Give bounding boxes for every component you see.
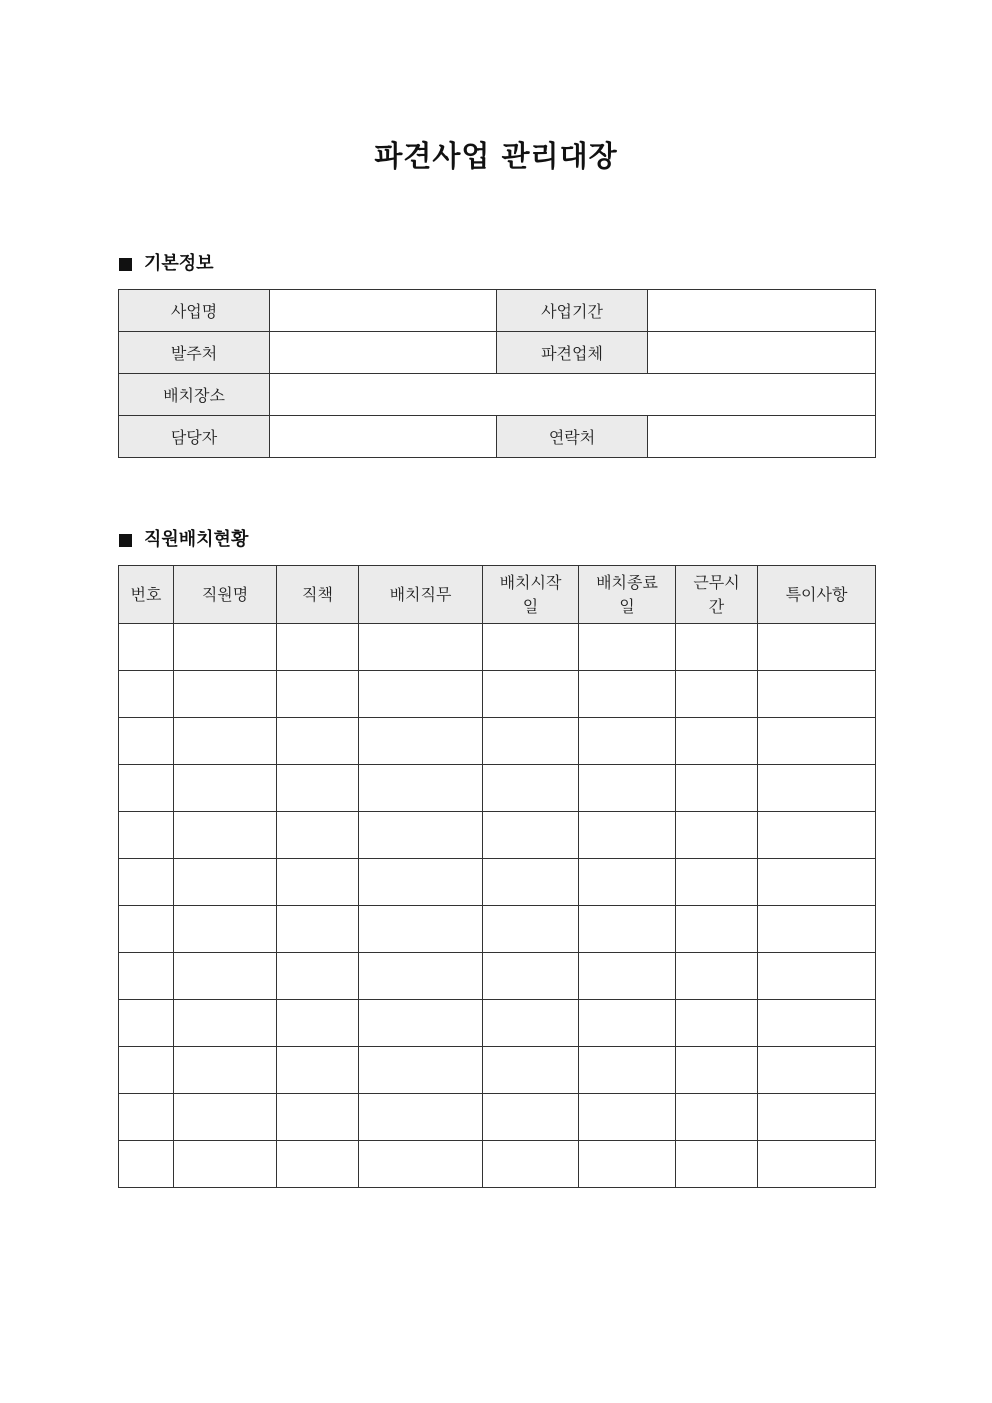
col-number-cell[interactable] xyxy=(119,671,174,718)
field-contact[interactable] xyxy=(648,416,876,458)
col-number-cell[interactable] xyxy=(119,812,174,859)
col-employee-name-cell[interactable] xyxy=(174,1141,277,1188)
basic-info-heading-text: 기본정보 xyxy=(144,253,214,274)
col-assigned-duty-header-line1: 배치직무 xyxy=(389,584,452,604)
col-employee-name-cell[interactable] xyxy=(174,1000,277,1047)
col-start-date-cell[interactable] xyxy=(483,1094,579,1141)
col-start-date-cell[interactable] xyxy=(483,859,579,906)
col-work-hours-cell[interactable] xyxy=(676,765,758,812)
col-start-date-cell[interactable] xyxy=(483,624,579,671)
col-number-cell[interactable] xyxy=(119,859,174,906)
col-end-date-cell[interactable] xyxy=(579,1000,676,1047)
col-employee-name-cell[interactable] xyxy=(174,765,277,812)
square-bullet-icon xyxy=(119,258,132,271)
col-end-date-header-line1: 배치종료 xyxy=(596,572,658,592)
col-work-hours-cell[interactable] xyxy=(676,906,758,953)
field-client[interactable] xyxy=(270,332,497,374)
label-project-period: 사업기간 xyxy=(497,290,648,332)
col-remarks-cell[interactable] xyxy=(758,765,876,812)
field-project-name[interactable] xyxy=(270,290,497,332)
field-manager[interactable] xyxy=(270,416,497,458)
col-employee-name-cell[interactable] xyxy=(174,906,277,953)
page-title: 파견사업 관리대장 xyxy=(374,139,618,173)
field-placement-location[interactable] xyxy=(270,374,876,416)
col-number-cell[interactable] xyxy=(119,906,174,953)
col-work-hours-cell[interactable] xyxy=(676,718,758,765)
col-number-cell[interactable] xyxy=(119,1141,174,1188)
col-position-cell[interactable] xyxy=(277,624,359,671)
label-placement-location: 배치장소 xyxy=(119,374,270,416)
col-work-hours-cell[interactable] xyxy=(676,1047,758,1094)
col-assigned-duty-cell[interactable] xyxy=(359,624,483,671)
col-end-date-cell[interactable] xyxy=(579,906,676,953)
col-work-hours-header-line2: 간 xyxy=(708,596,725,616)
col-number-cell[interactable] xyxy=(119,765,174,812)
col-assigned-duty-cell[interactable] xyxy=(359,812,483,859)
col-assigned-duty-cell[interactable] xyxy=(359,1000,483,1047)
col-position-cell[interactable] xyxy=(277,812,359,859)
staff-placement-heading xyxy=(119,528,248,552)
col-end-date-header xyxy=(579,566,676,624)
col-assigned-duty-header xyxy=(359,566,483,624)
col-remarks-cell[interactable] xyxy=(758,1141,876,1188)
table-row xyxy=(119,1047,876,1094)
col-number-cell[interactable] xyxy=(119,1000,174,1047)
col-start-date-header xyxy=(483,566,579,624)
col-remarks-cell[interactable] xyxy=(758,859,876,906)
col-position-cell[interactable] xyxy=(277,1000,359,1047)
col-assigned-duty-cell[interactable] xyxy=(359,765,483,812)
col-start-date-cell[interactable] xyxy=(483,1000,579,1047)
col-employee-name-cell[interactable] xyxy=(174,718,277,765)
info-row-client xyxy=(119,332,876,374)
field-project-period[interactable] xyxy=(648,290,876,332)
col-start-date-cell[interactable] xyxy=(483,1141,579,1188)
label-contact: 연락처 xyxy=(497,416,648,458)
col-position-cell[interactable] xyxy=(277,765,359,812)
info-row-location xyxy=(119,374,876,416)
col-work-hours-header-line1: 근무시 xyxy=(693,572,740,592)
col-work-hours-cell[interactable] xyxy=(676,624,758,671)
basic-info-heading xyxy=(119,252,214,276)
col-number-header-line1: 번호 xyxy=(130,584,162,604)
info-row-project xyxy=(119,290,876,332)
col-start-date-cell[interactable] xyxy=(483,812,579,859)
table-row xyxy=(119,718,876,765)
table-row xyxy=(119,765,876,812)
col-remarks-header xyxy=(758,566,876,624)
col-employee-name-cell[interactable] xyxy=(174,1094,277,1141)
col-employee-name-header-line1: 직원명 xyxy=(201,584,249,604)
col-position-cell[interactable] xyxy=(277,1094,359,1141)
col-assigned-duty-cell[interactable] xyxy=(359,1141,483,1188)
label-project-name: 사업명 xyxy=(119,290,270,332)
col-work-hours-cell[interactable] xyxy=(676,671,758,718)
col-remarks-cell[interactable] xyxy=(758,1094,876,1141)
col-start-date-header-line2: 일 xyxy=(522,596,539,616)
col-number-cell[interactable] xyxy=(119,1094,174,1141)
col-number-cell[interactable] xyxy=(119,718,174,765)
staff-placement-table xyxy=(118,565,876,1188)
col-assigned-duty-cell[interactable] xyxy=(359,1047,483,1094)
col-number-header xyxy=(119,566,174,624)
col-assigned-duty-cell[interactable] xyxy=(359,859,483,906)
col-work-hours-cell[interactable] xyxy=(676,953,758,1000)
col-end-date-cell[interactable] xyxy=(579,671,676,718)
col-end-date-cell[interactable] xyxy=(579,1141,676,1188)
col-position-cell[interactable] xyxy=(277,1047,359,1094)
field-dispatch-company[interactable] xyxy=(648,332,876,374)
table-row xyxy=(119,1000,876,1047)
table-row xyxy=(119,671,876,718)
col-end-date-cell[interactable] xyxy=(579,859,676,906)
col-remarks-cell[interactable] xyxy=(758,812,876,859)
col-number-cell[interactable] xyxy=(119,1047,174,1094)
col-remarks-cell[interactable] xyxy=(758,906,876,953)
table-row xyxy=(119,624,876,671)
col-end-date-cell[interactable] xyxy=(579,718,676,765)
col-start-date-cell[interactable] xyxy=(483,671,579,718)
square-bullet-icon xyxy=(119,534,132,547)
col-assigned-duty-cell[interactable] xyxy=(359,671,483,718)
col-employee-name-cell[interactable] xyxy=(174,859,277,906)
col-position-header xyxy=(277,566,359,624)
col-position-cell[interactable] xyxy=(277,1141,359,1188)
table-row xyxy=(119,1141,876,1188)
col-remarks-cell[interactable] xyxy=(758,1000,876,1047)
col-employee-name-cell[interactable] xyxy=(174,812,277,859)
col-end-date-cell[interactable] xyxy=(579,1047,676,1094)
col-employee-name-cell[interactable] xyxy=(174,671,277,718)
col-remarks-cell[interactable] xyxy=(758,1047,876,1094)
col-assigned-duty-cell[interactable] xyxy=(359,1094,483,1141)
col-position-header-line1: 직책 xyxy=(302,584,333,604)
col-work-hours-cell[interactable] xyxy=(676,1141,758,1188)
col-start-date-cell[interactable] xyxy=(483,765,579,812)
label-client: 발주처 xyxy=(119,332,270,374)
col-end-date-cell[interactable] xyxy=(579,624,676,671)
col-assigned-duty-cell[interactable] xyxy=(359,718,483,765)
col-position-cell[interactable] xyxy=(277,718,359,765)
col-remarks-cell[interactable] xyxy=(758,718,876,765)
col-end-date-cell[interactable] xyxy=(579,953,676,1000)
label-dispatch-company: 파견업체 xyxy=(497,332,648,374)
table-row xyxy=(119,953,876,1000)
col-work-hours-cell[interactable] xyxy=(676,1094,758,1141)
col-employee-name-cell[interactable] xyxy=(174,624,277,671)
table-row xyxy=(119,859,876,906)
col-position-cell[interactable] xyxy=(277,859,359,906)
col-work-hours-header xyxy=(676,566,758,624)
col-assigned-duty-cell[interactable] xyxy=(359,953,483,1000)
col-start-date-cell[interactable] xyxy=(483,953,579,1000)
col-position-cell[interactable] xyxy=(277,906,359,953)
col-position-cell[interactable] xyxy=(277,953,359,1000)
col-work-hours-cell[interactable] xyxy=(676,859,758,906)
col-remarks-header-line1: 특이사항 xyxy=(785,584,848,604)
table-body xyxy=(119,624,876,1188)
table-row xyxy=(119,906,876,953)
col-start-date-cell[interactable] xyxy=(483,1047,579,1094)
table-row xyxy=(119,1094,876,1141)
col-end-date-cell[interactable] xyxy=(579,812,676,859)
table-row xyxy=(119,812,876,859)
col-number-cell[interactable] xyxy=(119,953,174,1000)
col-remarks-cell[interactable] xyxy=(758,671,876,718)
col-start-date-header-line1: 배치시작 xyxy=(499,572,562,592)
col-work-hours-cell[interactable] xyxy=(676,1000,758,1047)
info-row-contact xyxy=(119,416,876,458)
col-start-date-cell[interactable] xyxy=(483,718,579,765)
col-position-cell[interactable] xyxy=(277,671,359,718)
basic-info-table xyxy=(118,289,876,458)
col-work-hours-cell[interactable] xyxy=(676,812,758,859)
col-assigned-duty-cell[interactable] xyxy=(359,906,483,953)
col-number-cell[interactable] xyxy=(119,624,174,671)
col-end-date-cell[interactable] xyxy=(579,765,676,812)
col-end-date-cell[interactable] xyxy=(579,1094,676,1141)
col-end-date-header-line2: 일 xyxy=(619,596,635,616)
table-header-row xyxy=(119,566,876,624)
col-remarks-cell[interactable] xyxy=(758,953,876,1000)
col-employee-name-header xyxy=(174,566,277,624)
col-start-date-cell[interactable] xyxy=(483,906,579,953)
label-manager: 담당자 xyxy=(119,416,270,458)
staff-placement-heading-text: 직원배치현황 xyxy=(144,529,249,550)
col-employee-name-cell[interactable] xyxy=(174,953,277,1000)
col-remarks-cell[interactable] xyxy=(758,624,876,671)
col-employee-name-cell[interactable] xyxy=(174,1047,277,1094)
